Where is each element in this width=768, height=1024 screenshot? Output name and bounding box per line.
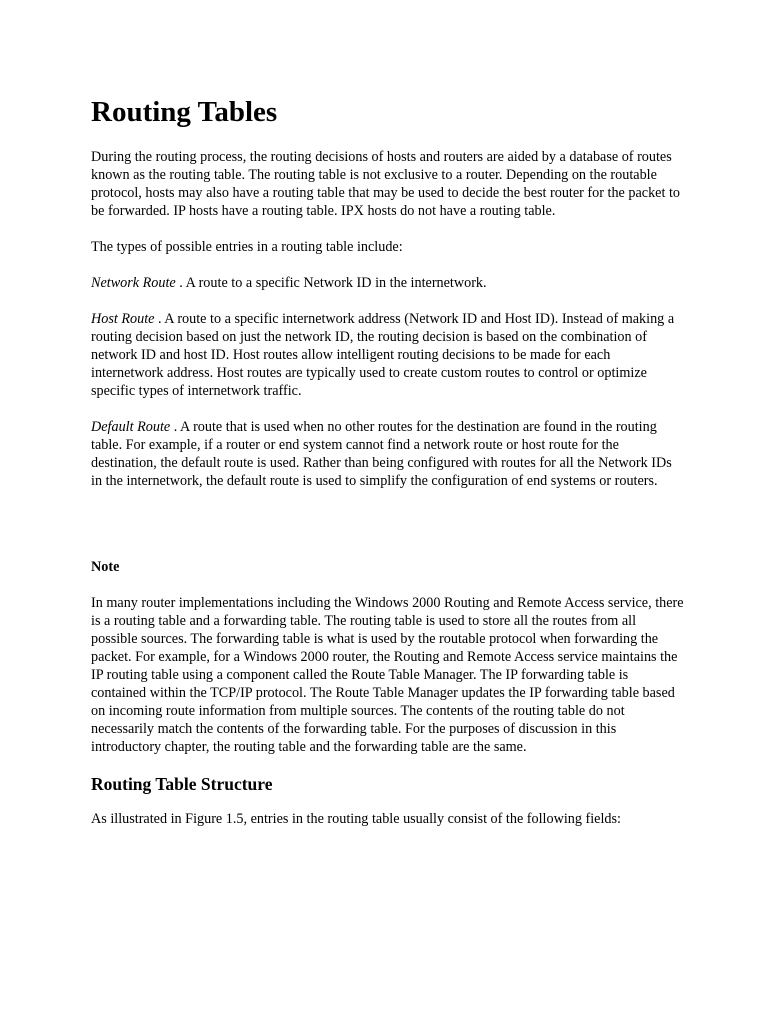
intro-paragraph: During the routing process, the routing decisions of hosts and routers are aided by a database of routes known as the routing table. The routing table is not exclusive to a router. Depending on the routable protocol, hosts may also have a routing table that may be used to decide the best router for the packet to be forwarded. IP hosts have a routing table. IPX hosts do not have a routing table.	[91, 149, 680, 219]
host-route-term: Host Route	[91, 311, 155, 327]
network-route-term: Network Route	[91, 275, 176, 291]
note-body: In many router implementations including the Windows 2000 Routing and Remote Access service, there is a routing table and a forwarding table. The routing table is used to store all the routes from all possible sources. The forwarding table is what is used by the routable protocol when forwarding the packet. For example, for a Windows 2000 router, the Routing and Remote Access service maintains the IP routing table using a component called the Route Table Manager. The IP forwarding table is contained within the TCP/IP protocol. The Route Table Manager updates the IP forwarding table based on incoming route information from multiple sources. The contents of the routing table do not necessarily match the contents of the forwarding table. For the purposes of discussion in this introductory chapter, the routing table and the forwarding table are the same.	[91, 595, 684, 755]
section-heading-structure: Routing Table Structure	[91, 774, 273, 794]
network-route-entry	[91, 274, 686, 292]
note-heading: Note	[91, 559, 120, 575]
structure-lead-paragraph: As illustrated in Figure 1.5, entries in the routing table usually consist of the following fields:	[91, 811, 621, 827]
page-title: Routing Tables	[91, 96, 278, 128]
document-page	[91, 94, 686, 828]
entry-types-lead: The types of possible entries in a routing table include:	[91, 239, 403, 255]
network-route-definition: . A route to a specific Network ID in the internetwork.	[175, 275, 487, 291]
default-route-entry	[91, 418, 686, 490]
default-route-definition: . A route that is used when no other routes for the destination are found in the routing table. For example, if a router or end system cannot find a network route or host route for the destination, the default route is used. Rather than being configured with routes for all the Network IDs in the internetwork, the default route is used to simplify the configuration of end systems or routers.	[91, 419, 672, 489]
default-route-term: Default Route	[91, 419, 171, 435]
host-route-entry	[91, 310, 686, 400]
host-route-definition: . A route to a specific internetwork address (Network ID and Host ID). Instead of making a routing decision based on just the network ID, the routing decision is based on the combination of network ID and host ID. Host routes allow intelligent routing decisions to be made for each internetwork address. Host routes are typically used to create custom routes to control or optimize specific types of internetwork traffic.	[91, 311, 675, 399]
